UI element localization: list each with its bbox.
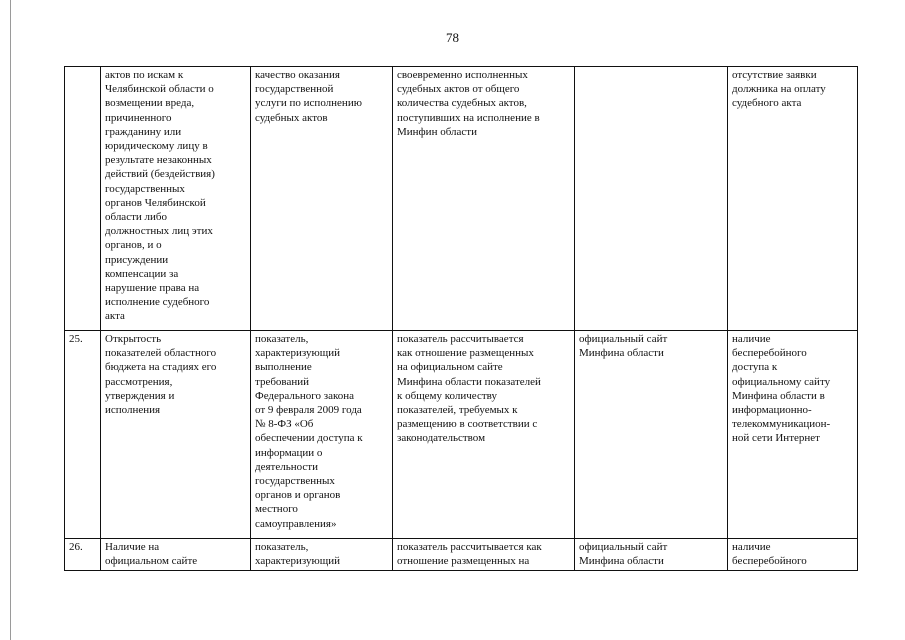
- cell-text-line: количества судебных актов,: [397, 97, 527, 110]
- table-row: [65, 67, 858, 331]
- calculation-method-cell: [393, 67, 575, 331]
- cell-text-line: показатель рассчитывается: [397, 333, 524, 345]
- page-left-edge: [10, 0, 11, 640]
- cell-text-line: исполнение судебного: [105, 296, 210, 309]
- cell-text-line: компенсации за: [105, 267, 179, 280]
- cell-text-line: результате незаконных: [105, 154, 212, 167]
- cell-text-line: гражданину или: [105, 125, 182, 138]
- data-source-cell: [575, 539, 728, 571]
- cell-text-line: Минфина области: [579, 555, 664, 568]
- cell-text-line: качество оказания: [255, 69, 340, 81]
- cell-text-line: отсутствие заявки: [732, 69, 817, 81]
- cell-text-line: деятельности: [255, 460, 318, 473]
- cell-text-line: требований: [255, 375, 310, 388]
- cell-text-line: на официальном сайте: [397, 361, 503, 374]
- cell-text-line: причиненного: [105, 111, 172, 124]
- cell-text-line: юридическому лицу в: [105, 140, 208, 153]
- page-number: 78: [446, 30, 459, 45]
- cell-text-line: ной сети Интернет: [732, 432, 820, 445]
- indicator-name-cell: [101, 539, 251, 571]
- cell-text-line: бесперебойного: [732, 347, 807, 360]
- cell-text-line: государственной: [255, 83, 334, 96]
- data-source-cell: [575, 331, 728, 539]
- cell-text-line: государственных: [255, 475, 335, 488]
- cell-text-line: информационно-: [732, 404, 812, 417]
- risk-factor-cell: [728, 539, 858, 571]
- cell-text-line: официальному сайту: [732, 375, 831, 388]
- row-number-cell: 25.: [65, 331, 101, 539]
- table-row: [65, 539, 858, 571]
- indicator-goal-cell: [251, 331, 393, 539]
- cell-text-line: своевременно исполненных: [397, 69, 528, 81]
- indicator-name-cell: [101, 67, 251, 331]
- indicators-table: [64, 66, 858, 571]
- data-source-cell: [575, 67, 728, 331]
- cell-text-line: Челябинской области о: [105, 83, 214, 96]
- cell-text-line: отношение размещенных на: [397, 555, 530, 568]
- cell-text-line: Минфина области показателей: [397, 375, 541, 388]
- cell-text-line: утверждения и: [105, 389, 175, 402]
- cell-text-line: от 9 февраля 2009 года: [255, 404, 362, 417]
- calculation-method-cell: [393, 331, 575, 539]
- cell-text-line: органов Челябинской: [105, 196, 206, 209]
- cell-text-line: органов и органов: [255, 489, 341, 502]
- cell-text-line: доступа к: [732, 361, 778, 374]
- cell-text-line: бюджета на стадиях его: [105, 361, 217, 374]
- cell-text-line: Открытость: [105, 333, 162, 345]
- cell-text-line: возмещении вреда,: [105, 97, 195, 110]
- cell-text-line: Минфин области: [397, 125, 477, 138]
- cell-text-line: к общему количеству: [397, 389, 497, 402]
- cell-text-line: показателей, требуемых к: [397, 404, 518, 417]
- cell-text-line: органов, и о: [105, 239, 162, 252]
- row-number-cell: 26.: [65, 539, 101, 571]
- cell-text-line: № 8-ФЗ «Об: [255, 418, 314, 431]
- cell-text-line: услуги по исполнению: [255, 97, 362, 110]
- cell-text-line: наличие: [732, 541, 771, 553]
- cell-text-line: Федерального закона: [255, 389, 355, 402]
- cell-text-line: судебных актов: [255, 111, 328, 124]
- cell-text-line: характеризующий: [255, 347, 340, 360]
- cell-text-line: характеризующий: [255, 555, 340, 568]
- cell-text-line: Наличие на: [105, 541, 160, 553]
- cell-text-line: законодательством: [397, 432, 486, 445]
- cell-text-line: самоуправления»: [255, 517, 337, 530]
- indicator-goal-cell: [251, 67, 393, 331]
- indicator-goal-cell: [251, 539, 393, 571]
- cell-text-line: информации о: [255, 446, 323, 459]
- cell-text-line: судебных актов от общего: [397, 83, 520, 96]
- calculation-method-cell: [393, 539, 575, 571]
- cell-text-line: актов по искам к: [105, 69, 184, 81]
- risk-factor-cell: [728, 331, 858, 539]
- cell-text-line: телекоммуникацион-: [732, 418, 831, 431]
- cell-text-line: обеспечении доступа к: [255, 432, 363, 445]
- cell-text-line: поступивших на исполнение в: [397, 111, 540, 124]
- cell-text-line: местного: [255, 503, 298, 516]
- cell-text-line: Минфина области: [579, 347, 664, 360]
- table-row: [65, 331, 858, 539]
- cell-text-line: государственных: [105, 182, 185, 195]
- cell-text-line: рассмотрения,: [105, 375, 173, 388]
- cell-text-line: нарушение права на: [105, 282, 200, 295]
- cell-text-line: показатель,: [255, 333, 309, 345]
- cell-text-line: показатель рассчитывается как: [397, 541, 542, 553]
- cell-text-line: должностных лиц этих: [105, 225, 213, 238]
- cell-text-line: области либо: [105, 211, 167, 224]
- cell-text-line: выполнение: [255, 361, 312, 374]
- cell-text-line: официальный сайт: [579, 333, 668, 345]
- cell-text-line: как отношение размещенных: [397, 347, 534, 360]
- cell-text-line: официальный сайт: [579, 541, 668, 553]
- cell-text-line: действий (бездействия): [105, 168, 215, 181]
- cell-text-line: судебного акта: [732, 97, 802, 110]
- cell-text-line: показателей областного: [105, 347, 217, 360]
- cell-text-line: наличие: [732, 333, 771, 345]
- row-number-cell: [65, 67, 101, 331]
- cell-text-line: исполнения: [105, 404, 161, 417]
- cell-text-line: акта: [105, 310, 125, 323]
- cell-text-line: должника на оплату: [732, 83, 826, 96]
- cell-text-line: бесперебойного: [732, 555, 807, 568]
- cell-text-line: размещению в соответствии с: [397, 418, 538, 431]
- cell-text-line: официальном сайте: [105, 555, 198, 568]
- risk-factor-cell: [728, 67, 858, 331]
- indicator-name-cell: [101, 331, 251, 539]
- cell-text-line: присуждении: [105, 253, 169, 266]
- cell-text-line: показатель,: [255, 541, 309, 553]
- cell-text-line: Минфина области в: [732, 389, 825, 402]
